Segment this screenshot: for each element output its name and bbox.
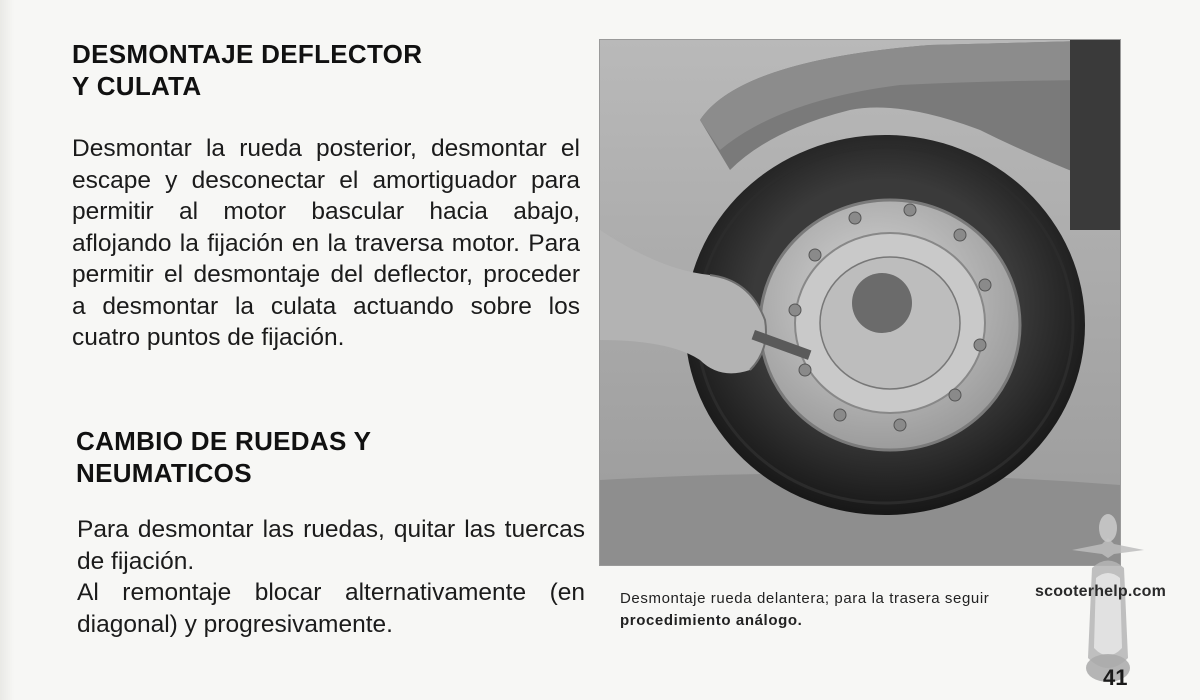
page-number: 41 — [1103, 665, 1128, 690]
caption-line-1: Desmontaje rueda delantera; para la trasera seguir — [620, 590, 990, 607]
watermark-text: scooterhelp.com — [1035, 583, 1167, 600]
page-edge-shadow — [0, 0, 14, 700]
section-body-ruedas: Para desmontar las ruedas, quitar las tuercas de fijación. Al remontaje blocar alternativamente (en diagonal) y progresivamente. — [77, 516, 585, 638]
wheel-removal-photo — [600, 40, 1120, 565]
section-title-deflector: DESMONTAJE DEFLECTOR Y CULATA — [72, 39, 423, 101]
section-title-ruedas: CAMBIO DE RUEDAS Y NEUMATICOS — [76, 426, 372, 488]
caption-line-2: procedimiento análogo. — [620, 612, 803, 629]
section-body-deflector: Desmontar la rueda posterior, desmontar el escape y desconectar el amortiguador para permitir al motor bascular hacia abajo, aflojando la fijación en la traversa motor. Para permitir el desmontaje del deflector, proceder a desmontar la culata actuando sobre los cuatro puntos de fijación. — [72, 135, 580, 351]
photo-caption — [620, 588, 1040, 632]
